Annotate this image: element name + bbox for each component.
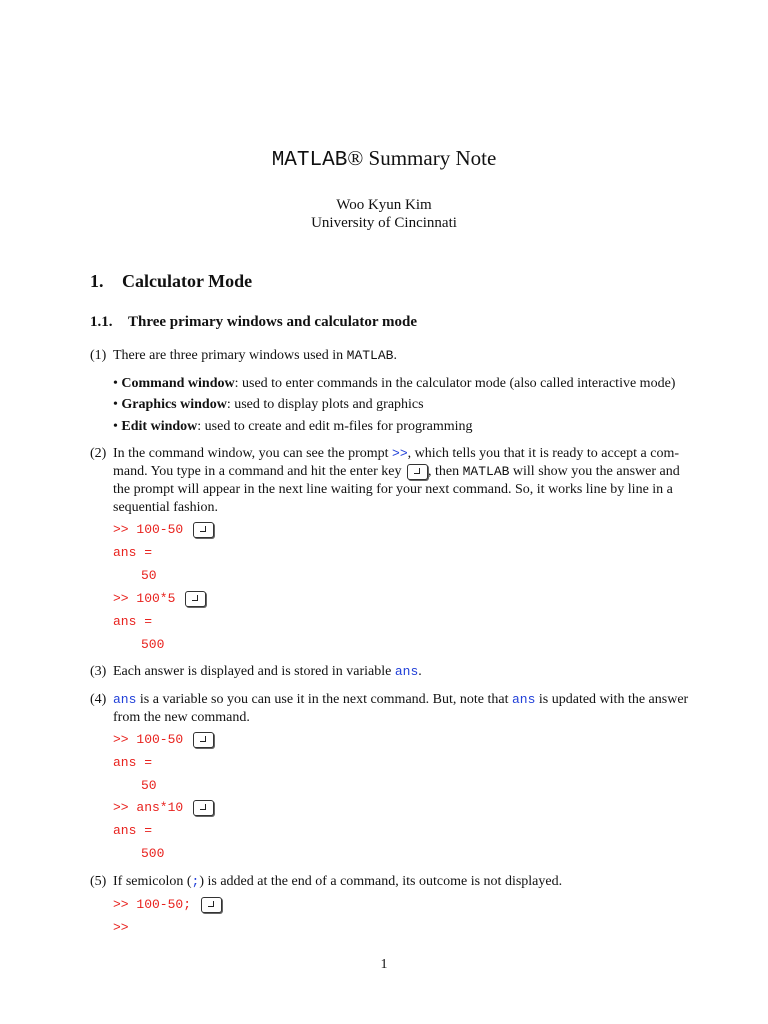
code-ans-label: ans = (113, 823, 153, 838)
item-2-text-b: , which tells you that it is ready to accept a com- (407, 446, 679, 461)
prompt-symbol: >> (392, 446, 408, 461)
code-command: >> 100-50 (113, 522, 184, 537)
section-title: Calculator Mode (122, 271, 253, 291)
item-2-text-c: mand. You type in a command and hit the enter key (113, 464, 405, 479)
title-rest: ® Summary Note (347, 146, 497, 170)
bullet-term: Graphics window (121, 397, 227, 412)
code-result: 500 (141, 637, 165, 652)
code-result: 500 (141, 846, 165, 861)
enter-key-icon (407, 464, 428, 480)
bullet-command-window: • Command window: used to enter commands in the calculator mode (also called interactive mode) (113, 376, 676, 391)
code-result: 50 (141, 778, 157, 793)
item-3 (90, 663, 690, 681)
item-3-number: (3) (90, 664, 107, 679)
item-4-number: (4) (90, 692, 107, 707)
item-4-text-c: from the new command. (113, 710, 250, 725)
subsection-heading (90, 314, 417, 331)
code-command: >> 100*5 (113, 591, 176, 606)
section-number: 1. (90, 271, 104, 291)
item-2-text-d: , then (428, 464, 463, 479)
subsection-title: Three primary windows and calculator mode (128, 314, 418, 330)
code-line (113, 590, 206, 608)
code-ans-label: ans = (113, 545, 153, 560)
item-1-end: . (393, 348, 397, 363)
ans-variable: ans (512, 692, 536, 707)
bullet-desc: : used to enter commands in the calculator mode (also called interactive mode) (234, 376, 676, 391)
code-prompt: >> (113, 920, 129, 935)
item-4-text-b: is updated with the answer (535, 692, 689, 707)
item-2 (90, 445, 690, 517)
item-1 (90, 347, 690, 365)
item-2-matlab: MATLAB (462, 464, 510, 479)
section-heading (90, 271, 252, 292)
enter-key-icon (193, 522, 214, 538)
item-1-matlab: MATLAB (346, 348, 394, 363)
code-command: >> 100-50 (113, 732, 184, 747)
bullet-edit-window: • Edit window: used to create and edit m-files for programming (113, 419, 473, 434)
item-5-text-b: ) is added at the end of a command, its outcome is not displayed. (199, 874, 563, 889)
title-matlab: MATLAB (271, 149, 348, 172)
semicolon-symbol: ; (191, 874, 200, 889)
ans-variable: ans (113, 692, 137, 707)
item-1-text: There are three primary windows used in (113, 348, 347, 363)
item-2-text-f: the prompt will appear in the next line waiting for your next command. So, it works line by line in a (113, 482, 673, 497)
item-3-text: Each answer is displayed and is stored in variable (113, 664, 395, 679)
bullet-desc: : used to display plots and graphics (226, 397, 424, 412)
item-5-number: (5) (90, 874, 107, 889)
bullet-term: Edit window (121, 419, 198, 434)
item-5 (90, 873, 690, 891)
author-affiliation: University of Cincinnati (311, 215, 457, 231)
item-2-number: (2) (90, 446, 107, 461)
subsection-number: 1.1. (90, 314, 113, 330)
code-result: 50 (141, 568, 157, 583)
ans-variable: ans (394, 664, 419, 679)
document-title (0, 146, 768, 172)
enter-key-icon (193, 800, 214, 816)
code-ans-label: ans = (113, 614, 153, 629)
item-2-text-a: In the command window, you can see the prompt (113, 446, 393, 461)
code-line (113, 799, 214, 817)
item-4-text-a: is a variable so you can use it in the next command. But, note that (136, 692, 512, 707)
item-2-text-g: sequential fashion. (113, 500, 218, 515)
page-number: 1 (380, 957, 388, 972)
code-command: >> ans*10 (113, 800, 184, 815)
item-3-end: . (418, 664, 422, 679)
enter-key-icon (185, 591, 206, 607)
code-line (113, 896, 222, 914)
item-2-text-e: will show you the answer and (509, 464, 680, 479)
bullet-term: Command window (121, 376, 235, 391)
bullet-desc: : used to create and edit m-files for programming (197, 419, 473, 434)
enter-key-icon (193, 732, 214, 748)
item-4 (90, 691, 690, 727)
code-command: >> 100-50; (113, 897, 192, 912)
bullet-graphics-window: • Graphics window: used to display plots and graphics (113, 397, 424, 412)
code-ans-label: ans = (113, 755, 153, 770)
enter-key-icon (201, 897, 222, 913)
code-line (113, 521, 214, 539)
item-1-number: (1) (90, 348, 107, 363)
author-name: Woo Kyun Kim (336, 197, 432, 213)
item-5-text-a: If semicolon ( (113, 874, 192, 889)
code-line (113, 731, 214, 749)
